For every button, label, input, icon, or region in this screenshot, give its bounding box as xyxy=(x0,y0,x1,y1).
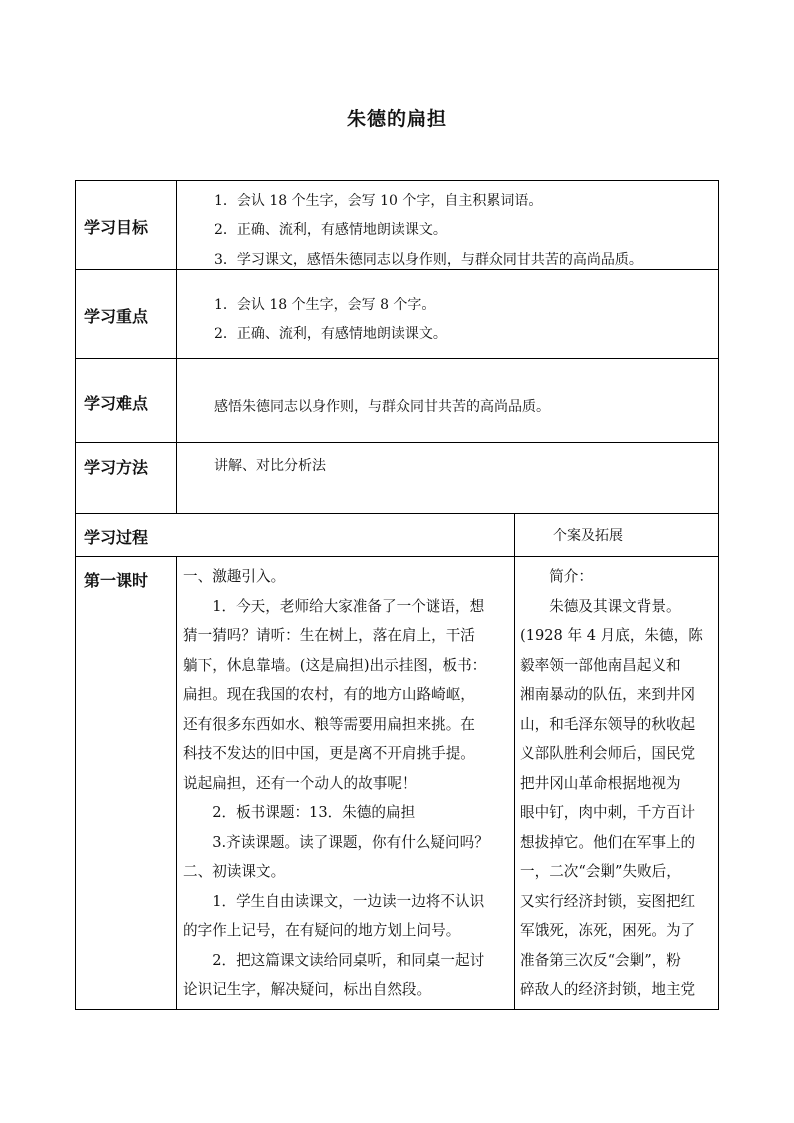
row-divider xyxy=(75,556,719,557)
lesson-line: 还有很多东西如水、粮等需要用扁担来挑。在 xyxy=(183,715,475,733)
lesson1-label: 第一课时 xyxy=(84,571,149,590)
goals-label: 学习目标 xyxy=(84,218,149,237)
lesson-line: 1．今天，老师给大家准备了一个谜语，想 xyxy=(183,597,485,615)
lesson-line: 说起扁担，还有一个动人的故事呢！ xyxy=(183,774,417,792)
key-points-label: 学习重点 xyxy=(84,307,149,326)
lesson-line: 躺下，休息靠墙。(这是扁担)出示挂图，板书： xyxy=(183,656,487,674)
row-divider xyxy=(75,442,719,443)
extension-line: 义部队胜利会师后，国民党 xyxy=(520,745,696,762)
extension-line: 又实行经济封锁，妄图把红 xyxy=(520,892,696,910)
extension-content xyxy=(520,562,703,1005)
extension-line: 准备第三次反“会剿”，粉 xyxy=(520,951,681,969)
extension-line: 想拔掉它。他们在军事上的 xyxy=(520,833,696,851)
column-divider xyxy=(514,513,515,1010)
extension-line: 朱德及其课文背景。 xyxy=(520,597,681,615)
methods-label: 学习方法 xyxy=(84,458,149,477)
extension-header: 个案及拓展 xyxy=(553,528,623,544)
methods-text: 讲解、对比分析法 xyxy=(214,458,326,474)
lesson-line: 3.齐读课题。读了课题，你有什么疑问吗？ xyxy=(183,833,489,851)
difficulties-text: 感悟朱德同志以身作则，与群众同甘共苦的高尚品质。 xyxy=(214,399,550,415)
key-point-item: 1．会认 18 个生字，会写 8 个字。 xyxy=(214,297,436,313)
extension-line: (1928 年 4 月底，朱德，陈 xyxy=(520,627,703,644)
goal-item: 1．会认 18 个生字，会写 10 个字，自主积累词语。 xyxy=(214,193,543,209)
extension-line: 眼中钉，肉中刺，千方百计 xyxy=(520,804,696,821)
lesson-line: 2．板书课题：13．朱德的扁担 xyxy=(183,804,416,821)
lesson-line: 科技不发达的旧中国，更是离不开肩挑手提。 xyxy=(183,745,475,762)
lesson1-content xyxy=(183,562,489,1005)
lesson-line: 猜一猜吗？请听：生在树上，落在肩上，干活 xyxy=(183,627,475,644)
column-divider xyxy=(176,180,177,513)
lesson-line: 1．学生自由读课文，一边读一边将不认识 xyxy=(183,892,485,910)
row-divider xyxy=(75,269,719,270)
row-divider xyxy=(75,358,719,359)
extension-line: 军饿死，冻死，困死。为了 xyxy=(520,922,696,939)
extension-line: 把井冈山革命根据地视为 xyxy=(520,774,681,792)
extension-line: 湘南暴动的队伍，来到井冈 xyxy=(520,686,696,703)
extension-line: 毅率领一部他南昌起义和 xyxy=(520,656,681,674)
extension-line: 山，和毛泽东领导的秋收起 xyxy=(520,715,696,733)
lesson-line: 论识记生字，解决疑问，标出自然段。 xyxy=(183,981,432,998)
column-divider xyxy=(176,556,177,1010)
lesson-line: 2．把这篇课文读给同桌听，和同桌一起讨 xyxy=(183,951,485,969)
lesson-line: 一、激趣引入。 xyxy=(183,568,286,585)
goal-item: 2．正确、流利，有感情地朗读课文。 xyxy=(214,222,447,238)
key-point-item: 2．正确、流利，有感情地朗读课文。 xyxy=(214,326,447,342)
lesson-line: 扁担。现在我国的农村，有的地方山路崎岖， xyxy=(183,686,475,703)
goal-item: 3．学习课文，感悟朱德同志以身作则，与群众同甘共苦的高尚品质。 xyxy=(214,252,643,268)
extension-line: 简介： xyxy=(520,568,593,585)
extension-line: 一，二次“会剿”失败后， xyxy=(520,863,681,880)
extension-line: 碎敌人的经济封锁，地主党 xyxy=(520,981,696,998)
document-title: 朱德的扁担 xyxy=(346,108,447,130)
process-label: 学习过程 xyxy=(84,528,149,547)
difficulties-label: 学习难点 xyxy=(84,394,149,413)
lesson-line: 二、初读课文。 xyxy=(183,863,286,880)
row-divider xyxy=(75,513,719,514)
lesson-line: 的字作上记号，在有疑问的地方划上问号。 xyxy=(183,922,461,939)
